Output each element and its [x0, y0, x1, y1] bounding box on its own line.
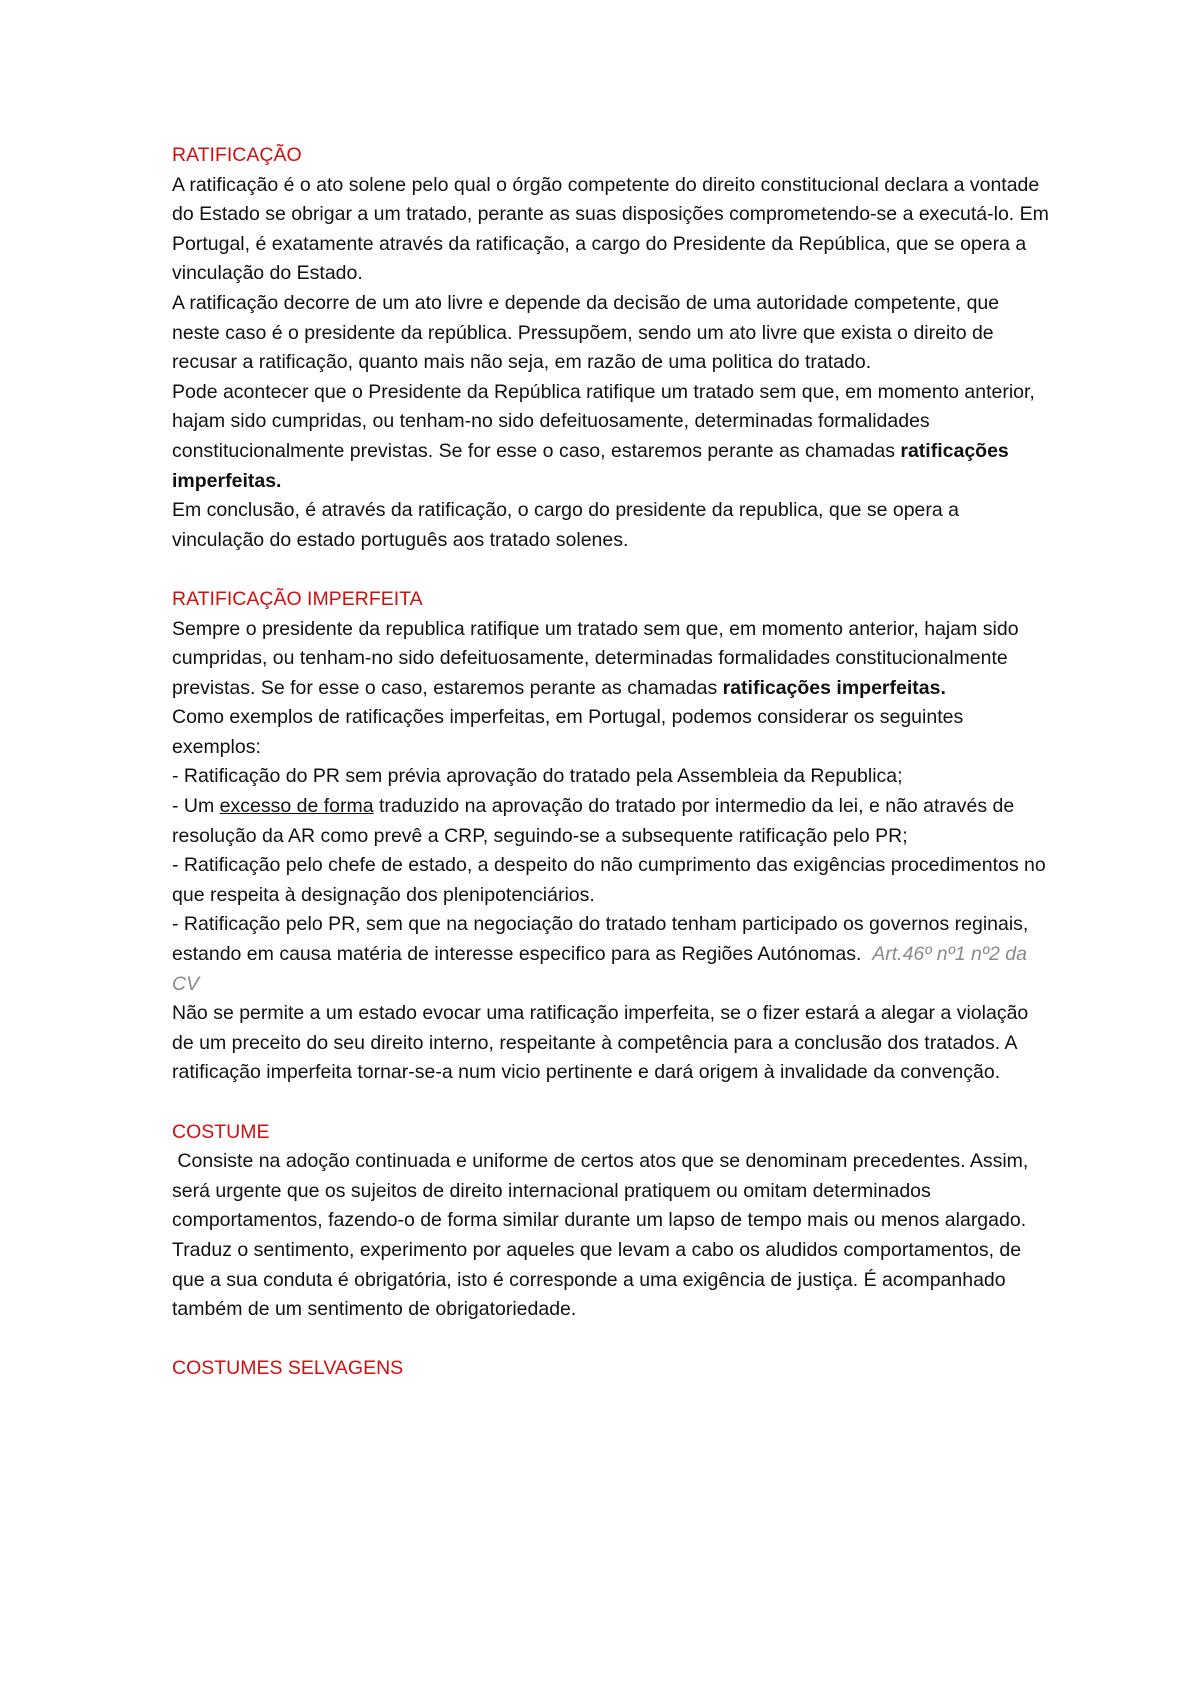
heading-ratificacao: RATIFICAÇÃO — [172, 144, 302, 166]
list-item-text: - Ratificação pelo PR, sem que na negociação do tratado tenham participado os governos reginais, estando em causa matéria de interesse especifico para as Regiões Autónomas. — [172, 913, 1034, 966]
bold-term: ratificações imperfeitas. — [722, 676, 946, 699]
paragraph-text: Sempre o presidente da republica ratifique um tratado sem que, em momento anterior, hajam sido cumpridas, ou tenham-no sido defeituosamente, determinadas formalidades constitucionalmente previstas. Se for esse o caso, estaremos perante as chamadas — [172, 617, 1019, 699]
underlined-term: excesso de forma — [219, 795, 374, 818]
paragraph: Não se permite a um estado evocar uma ratificação imperfeita, se o fizer estará a alegar a violação de um preceito do seu direito interno, respeitante à competência para a conclusão dos tratados. A ratificação imperfeita tornar-se-a num vicio pertinente e dará origem à invalidade da convenção. — [172, 1002, 1029, 1084]
heading-costume: COSTUME — [172, 1120, 270, 1143]
bold-term: ratificações imperfeitas. — [172, 439, 1009, 492]
spacer — [172, 555, 1052, 585]
heading-ratificacao-imperfeita: RATIFICAÇÃO IMPERFEITA — [172, 587, 423, 610]
citation: Art.46º nº1 nº2 da CV — [172, 943, 1027, 995]
list-item-text: traduzido na aprovação do tratado por intermedio da lei, e não através de resolução da AR como prevê a CRP, seguindo-se a subsequente ratificação pelo PR; — [172, 795, 1015, 847]
paragraph: A ratificação é o ato solene pelo qual o órgão competente do direito constitucional declara a vontade do Estado se obrigar a um tratado, perante as suas disposições comprometendo-se a executá-lo. Em Portugal, é exatamente através da ratificação, a cargo do Presidente da República, que se opera a vinculação do Estado. — [172, 173, 1049, 285]
paragraph: A ratificação decorre de um ato livre e depende da decisão de uma autoridade competente, que neste caso é o presidente da república. Pressupõem, sendo um ato livre que exista o direito de recusar a ratificação, quanto mais não seja, em razão de uma politica do tratado. — [172, 291, 1000, 374]
list-item — [172, 792, 1052, 851]
list-item-text: - Um — [172, 795, 220, 818]
list-item: - Ratificação do PR sem prévia aprovação do tratado pela Assembleia da Republica; — [172, 765, 903, 788]
list-item: - Ratificação pelo chefe de estado, a despeito do não cumprimento das exigências procedimentos no que respeita à designação dos plenipotenciários. — [172, 854, 1046, 906]
paragraph: Consiste na adoção continuada e uniforme de certos atos que se denominam precedentes. Assim, será urgente que os sujeitos de direito internacional pratiquem ou omitam determinados comportamentos, fazendo-o de forma similar durante um lapso de tempo mais ou menos alargado. Traduz o sentimento, experimento por aqueles que levam a cabo os aludidos comportamentos, de que a sua conduta é obrigatória, isto é corresponde a uma exigência de justiça. É acompanhado também de um sentimento de obrigatoriedade. — [172, 1150, 1034, 1321]
paragraph-text: Pode acontecer que o Presidente da República ratifique um tratado sem que, em momento anterior, hajam sido cumpridas, ou tenham-no sido defeituosamente, determinadas formalidades constitucionalmente previstas. Se for esse o caso, estaremos perante as chamadas — [172, 380, 1035, 462]
spacer — [172, 1088, 1052, 1118]
paragraph: Em conclusão, é através da ratificação, o cargo do presidente da republica, que se opera a vinculação do estado português aos tratado solenes. — [172, 499, 959, 551]
spacer — [172, 1325, 1052, 1355]
paragraph — [172, 615, 1052, 704]
document-page — [172, 141, 1052, 1384]
list-item — [172, 910, 1052, 999]
paragraph: Como exemplos de ratificações imperfeitas, em Portugal, podemos considerar os seguintes exemplos: — [172, 706, 964, 758]
paragraph — [172, 378, 1052, 496]
heading-costumes-selvagens: COSTUMES SELVAGENS — [172, 1357, 404, 1380]
